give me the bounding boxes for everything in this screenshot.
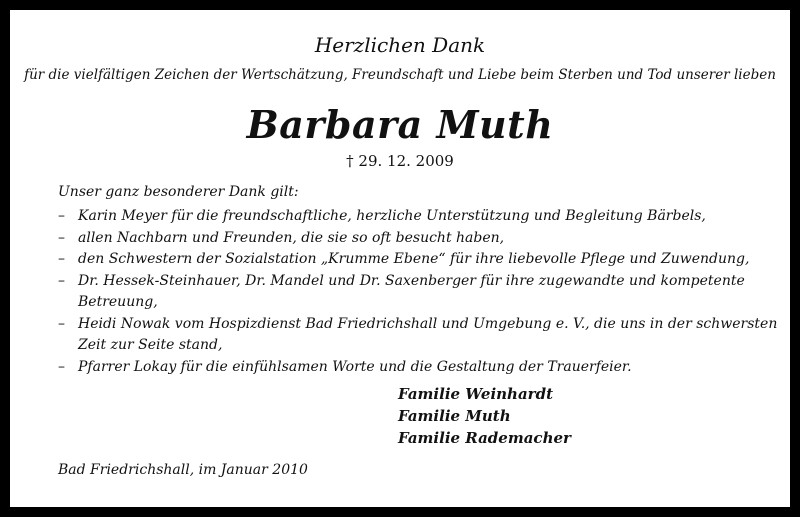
thanks-text: Dr. Hessek-Steinhauer, Dr. Mandel und Dr. Saxenberger für ihre zugewandte und kompetente: [78, 272, 745, 289]
thanks-item: [58, 271, 778, 314]
thanks-text: den Schwestern der Sozialstation „Krumme Ebene“ für ihre liebevolle Pflege und Zuwendung,: [78, 251, 750, 267]
thanks-text: allen Nachbarn und Freunden, die sie so oft besucht haben,: [78, 229, 505, 246]
list-dash: –: [58, 229, 65, 246]
thanks-text-continued: Zeit zur Seite stand,: [78, 337, 223, 353]
list-dash: –: [58, 315, 65, 332]
list-dash: –: [58, 272, 65, 289]
thanks-item: [58, 357, 778, 379]
notice-subheading: für die vielfältigen Zeichen der Wertschätzung, Freundschaft und Liebe beim Sterben und Tod unserer lieben: [24, 67, 776, 83]
list-dash: –: [58, 251, 65, 267]
death-date: † 29. 12. 2009: [346, 152, 454, 170]
notice-heading: Herzlichen Dank: [314, 33, 486, 57]
family-signature: Familie Muth: [398, 407, 511, 425]
thanks-item: [58, 228, 778, 250]
deceased-name: Barbara Muth: [246, 102, 554, 147]
thanks-text-continued: Betreuung,: [78, 294, 158, 310]
thanks-item: [58, 206, 778, 228]
thanks-text: Pfarrer Lokay für die einfühlsamen Worte und die Gestaltung der Trauerfeier.: [78, 358, 632, 375]
thanks-item: [58, 314, 778, 357]
thanks-text: Heidi Nowak vom Hospizdienst Bad Friedrichshall und Umgebung e. V., die uns in der schwersten: [78, 315, 778, 332]
thanks-text: Karin Meyer für die freundschaftliche, herzliche Unterstützung und Begleitung Bärbels,: [78, 208, 706, 224]
list-dash: –: [58, 358, 65, 375]
family-signature: Familie Rademacher: [398, 429, 571, 447]
thanks-list: [58, 206, 778, 378]
family-signature: Familie Weinhardt: [398, 385, 553, 403]
family-signatures: [398, 383, 571, 449]
thanks-intro: Unser ganz besonderer Dank gilt:: [58, 184, 299, 200]
thanks-item: [58, 249, 778, 271]
place-and-date: Bad Friedrichshall, im Januar 2010: [58, 462, 308, 478]
list-dash: –: [58, 208, 65, 224]
